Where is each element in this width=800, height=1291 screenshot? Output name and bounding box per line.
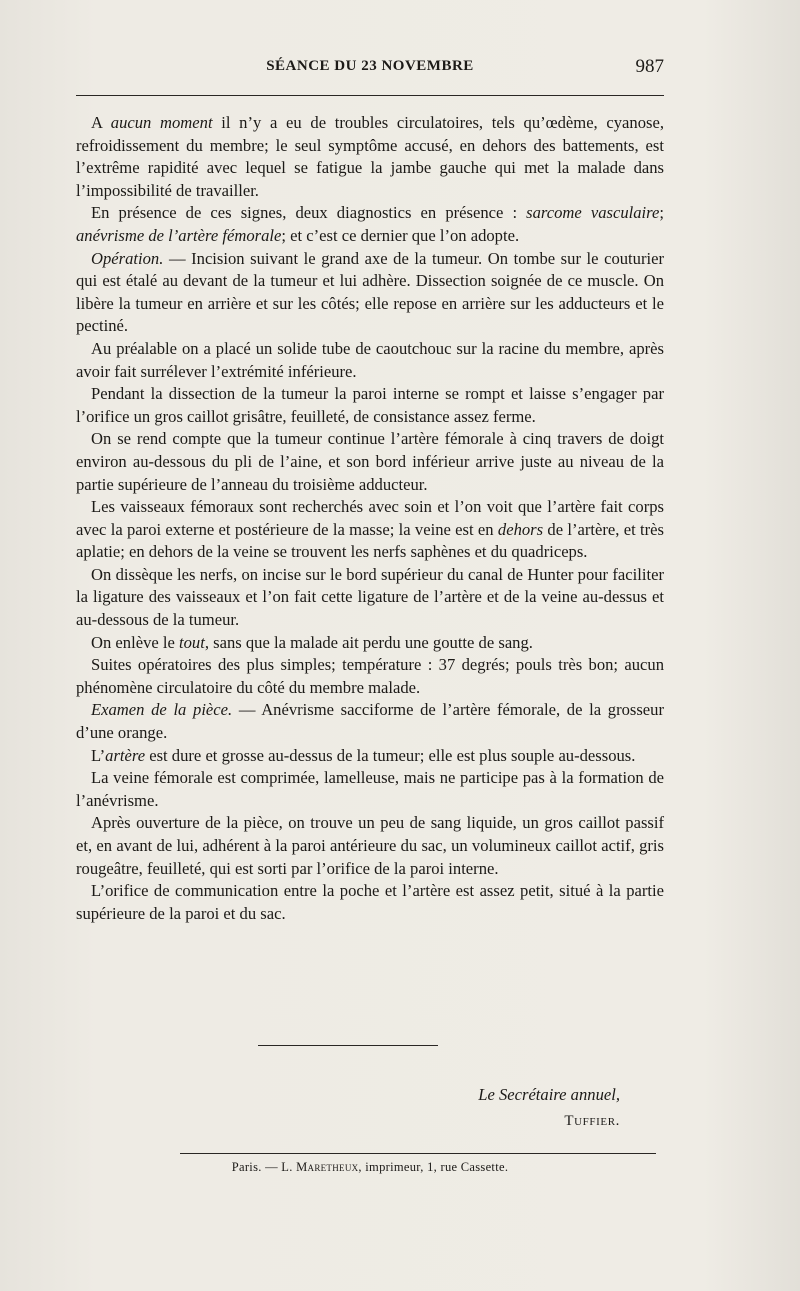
text-run: On dissèque les nerfs, on incise sur le bord supérieur du canal de Hunter pour faciliter la ligature des vaisseaux et l’on fait cette ligature de l’artère et de la veine au-dessus et au-dessous de la tumeur. xyxy=(76,564,664,630)
paragraph xyxy=(76,112,664,202)
paragraph xyxy=(76,699,664,744)
paragraph xyxy=(76,745,664,768)
text-run: On enlève le xyxy=(91,632,180,652)
paragraph xyxy=(76,338,664,383)
header-rule xyxy=(76,95,664,96)
text-run: A xyxy=(91,113,111,132)
running-head: SÉANCE DU 23 NOVEMBRE xyxy=(266,58,474,74)
text-run: , sans que la malade ait perdu une goutte de sang. xyxy=(204,632,533,652)
text-run: Après ouverture de la pièce, on trouve un peu de sang liquide, un gros caillot passif et, en avant de lui, adhérent à la paroi antérieure du sac, un volumineux caillot actif, gris rougeâtre, feuilleté, qui est sorti par l’orifice de la paroi interne. xyxy=(76,813,664,878)
italic-run: aucun moment xyxy=(110,113,213,132)
signature-title: Le Secrétaire annuel, xyxy=(478,1085,620,1104)
text-run: est dure et grosse au-dessus de la tumeur; elle est plus souple au-dessous. xyxy=(145,745,636,765)
text-run: L’ xyxy=(91,745,106,765)
paragraph xyxy=(76,383,664,428)
text-run: Les vaisseaux fémoraux sont recherchés avec soin et l’on voit que l’artère fait corps avec la paroi externe et postérieure de la masse; la veine est en xyxy=(76,497,664,539)
text-run: — Incision suivant le grand axe de la tumeur. On tombe sur le couturier qui est étalé au devant de la tumeur et lui adhère. Dissection soignée de ce muscle. On libère la tumeur en arrière et sur les côtés; elle repose en arrière sur les adducteurs et le pectiné. xyxy=(76,248,664,336)
page-header xyxy=(76,58,664,84)
text-run: — Anévrisme sacciforme de l’artère fémorale, de la grosseur d’une orange. xyxy=(76,700,664,743)
paragraph xyxy=(76,428,664,496)
text-run: ; et c’est ce dernier que l’on adopte. xyxy=(281,225,520,245)
paragraph xyxy=(76,202,664,247)
end-rule xyxy=(258,1045,438,1046)
italic-run: sarcome vasculaire xyxy=(526,203,660,223)
paragraph xyxy=(76,248,664,338)
text-run: Au préalable on a placé un solide tube de caoutchouc sur la racine du membre, après avoir fait surrélever l’extrémité inférieure. xyxy=(76,338,664,381)
text-run: Pendant la dissection de la tumeur la paroi interne se rompt et laisse s’engager par l’orifice un gros caillot grisâtre, feuilleté, de consistance assez ferme. xyxy=(76,384,664,426)
text-run: On se rend compte que la tumeur continue l’artère fémorale à cinq travers de doigt environ au-dessous du pli de l’aine, et son bord inférieur arrive juste au niveau de la partie supérieure de l’anneau du troisième adducteur. xyxy=(76,429,664,494)
italic-run: Opération. xyxy=(91,248,164,268)
italic-run: artère xyxy=(105,745,146,765)
italic-run: Examen de la pièce. xyxy=(91,700,233,720)
text-run: La veine fémorale est comprimée, lamelleuse, mais ne participe pas à la formation de l’anévrisme. xyxy=(76,768,664,810)
paragraph xyxy=(76,767,664,812)
paragraph xyxy=(76,812,664,880)
page-number: 987 xyxy=(635,56,664,77)
imprint-prefix: Paris. — L. xyxy=(231,1160,297,1174)
signature-block xyxy=(478,1082,620,1134)
body-text xyxy=(76,112,664,925)
italic-run: dehors xyxy=(497,519,544,539)
paragraph xyxy=(76,654,664,699)
paragraph xyxy=(76,880,664,925)
text-run: de l’artère, et très aplatie; en dehors de la veine se trouvent les nerfs saphènes et du quadriceps. xyxy=(76,519,665,562)
text-run: L’orifice de communication entre la poche et l’artère est assez petit, situé à la partie supérieure de la paroi et du sac. xyxy=(76,881,664,923)
italic-run: tout xyxy=(179,632,205,652)
italic-run: anévrisme de l’artère fémorale xyxy=(76,225,282,245)
printer-imprint xyxy=(76,1160,664,1175)
paragraph xyxy=(76,632,664,655)
imprint-printer: Maretheux xyxy=(296,1160,359,1174)
paragraph xyxy=(76,564,664,632)
text-run: il n’y a eu de troubles circulatoires, tels qu’œdème, cyanose, refroidissement du membre; le seul symptôme accusé, en dehors des battements, est l’extrême rapidité avec lequel se fatigue la jambe gauche qui met la malade dans l’impossibilité de travailler. xyxy=(76,113,664,200)
signature-name: Tuffier. xyxy=(564,1113,620,1129)
text-run: ; xyxy=(659,203,664,223)
imprint-suffix: , imprimeur, 1, rue Cassette. xyxy=(358,1160,509,1174)
text-run: Suites opératoires des plus simples; température : 37 degrés; pouls très bon; aucun phénomène circulatoire du côté du membre malade. xyxy=(76,655,664,697)
text-run: En présence de ces signes, deux diagnostics en présence : xyxy=(91,203,527,223)
footer-rule xyxy=(180,1153,656,1154)
paragraph xyxy=(76,496,664,564)
